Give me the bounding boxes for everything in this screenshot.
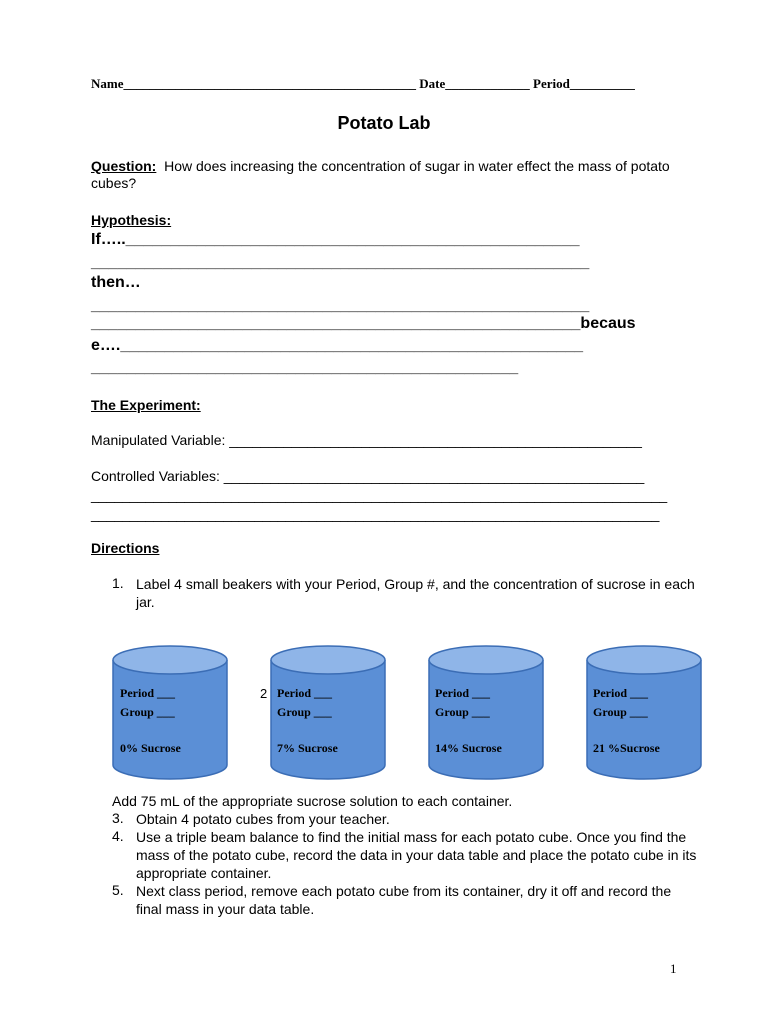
step-text: Add 75 mL of the appropriate sucrose solution to each container. [112,793,513,809]
step-text: Next class period, remove each potato cube from its container, dry it off and record the final mass in your data table. [136,883,672,917]
name-field[interactable]: _____________________________________________ [123,76,416,91]
manipulated-variable-field[interactable]: Manipulated Variable: _____________________________________________________ [91,432,642,448]
beaker-sucrose: 14% Sucrose [435,741,502,755]
step-text: Label 4 small beakers with your Period, Group #, and the concentration of sucrose in each jar. [136,576,695,610]
step-number: 4. [112,828,124,844]
beaker-group: Group ___ [435,705,490,719]
period-label: Period [533,76,570,91]
beaker-group: Group ___ [120,705,175,719]
hypothesis-line[interactable]: _______________________________________________________becaus [91,315,636,332]
beaker-period: Period ___ [120,686,175,700]
beaker-group: Group ___ [277,705,332,719]
experiment-label: The Experiment: [91,397,201,413]
hypothesis-line[interactable]: ________________________________________________________ [91,297,590,314]
beaker-sucrose: 21 %Sucrose [593,741,660,755]
beaker-label [435,684,502,758]
hypothesis-line[interactable]: ________________________________________________ [91,359,519,376]
question-text: How does increasing the concentration of sugar in water effect the mass of potato cubes? [91,158,670,191]
hypothesis-line: then… [91,274,141,291]
directions-label: Directions [91,540,160,556]
step-number: 5. [112,882,124,898]
step-number: 1. [112,575,124,591]
stray-mark: 2 [260,686,268,701]
controlled-variables-line[interactable]: _________________________________________________________________________ [91,506,660,522]
beaker-period: Period ___ [435,686,490,700]
controlled-variables-line[interactable]: __________________________________________________________________________ [91,487,668,503]
page-number: 1 [670,961,677,976]
beaker-sucrose: 7% Sucrose [277,741,338,755]
beaker-label [593,684,660,758]
step-number: 3. [112,810,124,826]
beaker-group: Group ___ [593,705,648,719]
step-text: Use a triple beam balance to find the initial mass for each potato cube. Once you find the mass of the potato cube, record the data in your data table and place the potato cube in its appropriate container. [136,829,697,881]
beaker-label [277,684,338,758]
beaker-label [120,684,181,758]
date-label: Date [419,76,446,91]
question-label: Question: [91,158,157,174]
controlled-variables-field[interactable]: Controlled Variables: ______________________________________________________ [91,468,645,484]
hypothesis-line[interactable]: e….____________________________________________________ [91,337,584,354]
beaker-period: Period ___ [277,686,332,700]
step-text: Obtain 4 potato cubes from your teacher. [136,811,390,827]
hypothesis-label: Hypothesis: [91,212,172,228]
hypothesis-line[interactable]: If…..___________________________________________________ [91,231,580,248]
hypothesis-line[interactable]: ________________________________________________________ [91,254,590,271]
name-label: Name [91,76,124,91]
period-field[interactable]: __________ [569,76,635,91]
beaker-sucrose: 0% Sucrose [120,741,181,755]
date-field[interactable]: _____________ [445,76,530,91]
beaker-period: Period ___ [593,686,648,700]
page-title: Potato Lab [337,113,431,133]
